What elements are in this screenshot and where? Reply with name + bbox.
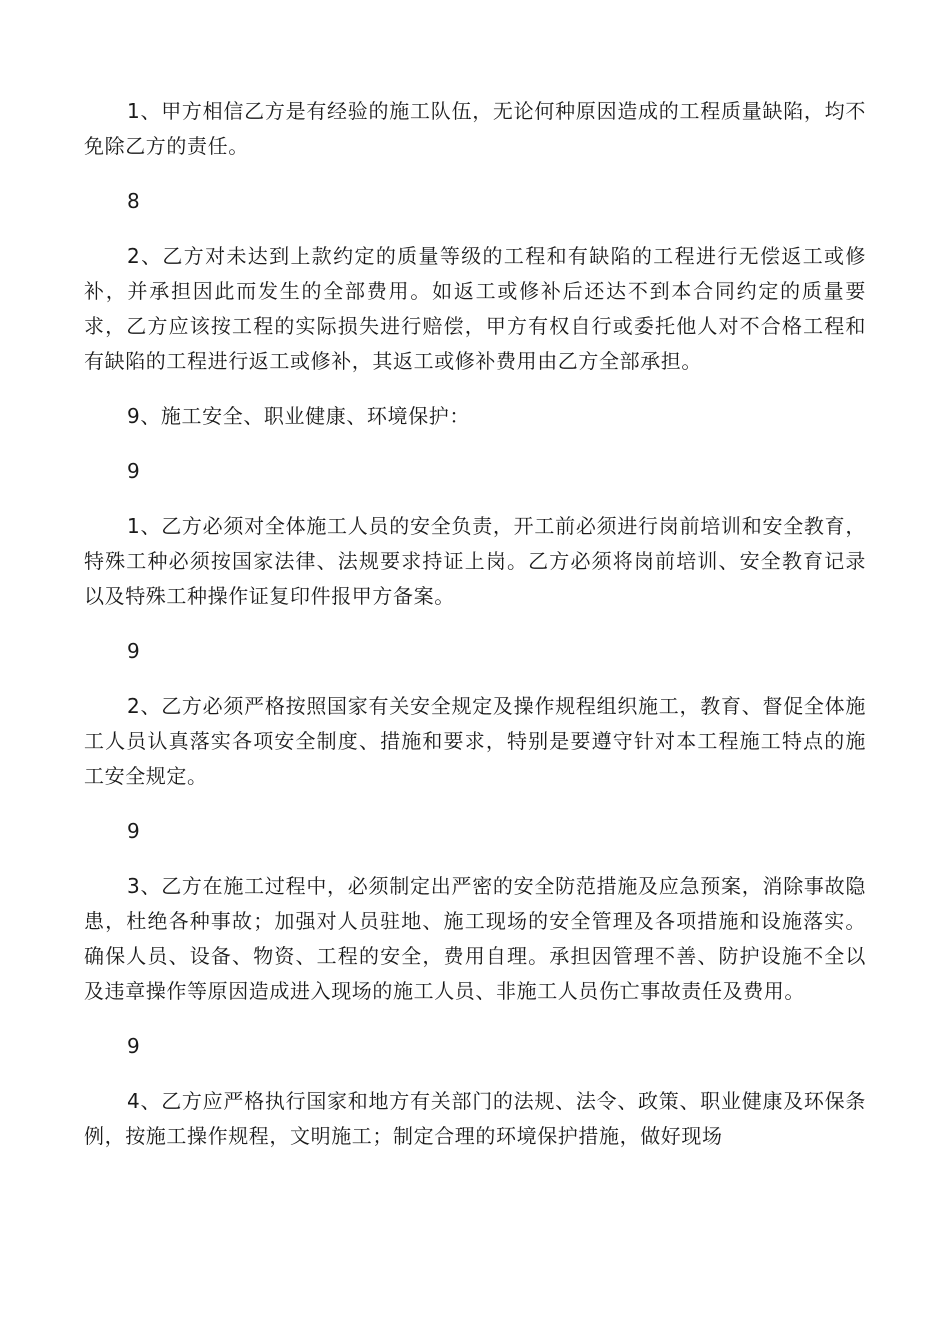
section-number: 9	[127, 819, 140, 843]
document-page	[84, 94, 866, 1174]
section-number: 8	[127, 189, 140, 213]
paragraph-environment: 4、乙方应严格执行国家和地方有关部门的法规、法令、政策、职业健康及环保条例，按施工操作规程，文明施工；制定合理的环境保护措施，做好现场	[84, 1089, 866, 1148]
paragraph-training: 1、乙方必须对全体施工人员的安全负责，开工前必须进行岗前培训和安全教育，特殊工种必须按国家法律、法规要求持证上岗。乙方必须将岗前培训、安全教育记录以及特殊工种操作证复印件报甲方备案。	[84, 514, 866, 608]
section-heading-safety: 9、施工安全、职业健康、环境保护：	[127, 404, 470, 428]
section-number: 9	[127, 1034, 140, 1058]
paragraph-rework: 2、乙方对未达到上款约定的质量等级的工程和有缺陷的工程进行无偿返工或修补，并承担因此而发生的全部费用。如返工或修补后还达不到本合同约定的质量要求，乙方应该按工程的实际损失进行赔偿，甲方有权自行或委托他人对不合格工程和有缺陷的工程进行返工或修补，其返工或修补费用由乙方全部承担。	[84, 244, 866, 373]
section-number: 9	[127, 459, 140, 483]
paragraph-safety-rules: 2、乙方必须严格按照国家有关安全规定及操作规程组织施工，教育、督促全体施工人员认真落实各项安全制度、措施和要求，特别是要遵守针对本工程施工特点的施工安全规定。	[84, 694, 866, 788]
paragraph-quality-defect: 1、甲方相信乙方是有经验的施工队伍，无论何种原因造成的工程质量缺陷，均不免除乙方的责任。	[84, 99, 866, 158]
paragraph-emergency-plan: 3、乙方在施工过程中，必须制定出严密的安全防范措施及应急预案，消除事故隐患，杜绝各种事故；加强对人员驻地、施工现场的安全管理及各项措施和设施落实。确保人员、设备、物资、工程的安全，费用自理。承担因管理不善、防护设施不全以及违章操作等原因造成进入现场的施工人员、非施工人员伤亡事故责任及费用。	[84, 874, 866, 1003]
section-number: 9	[127, 639, 140, 663]
